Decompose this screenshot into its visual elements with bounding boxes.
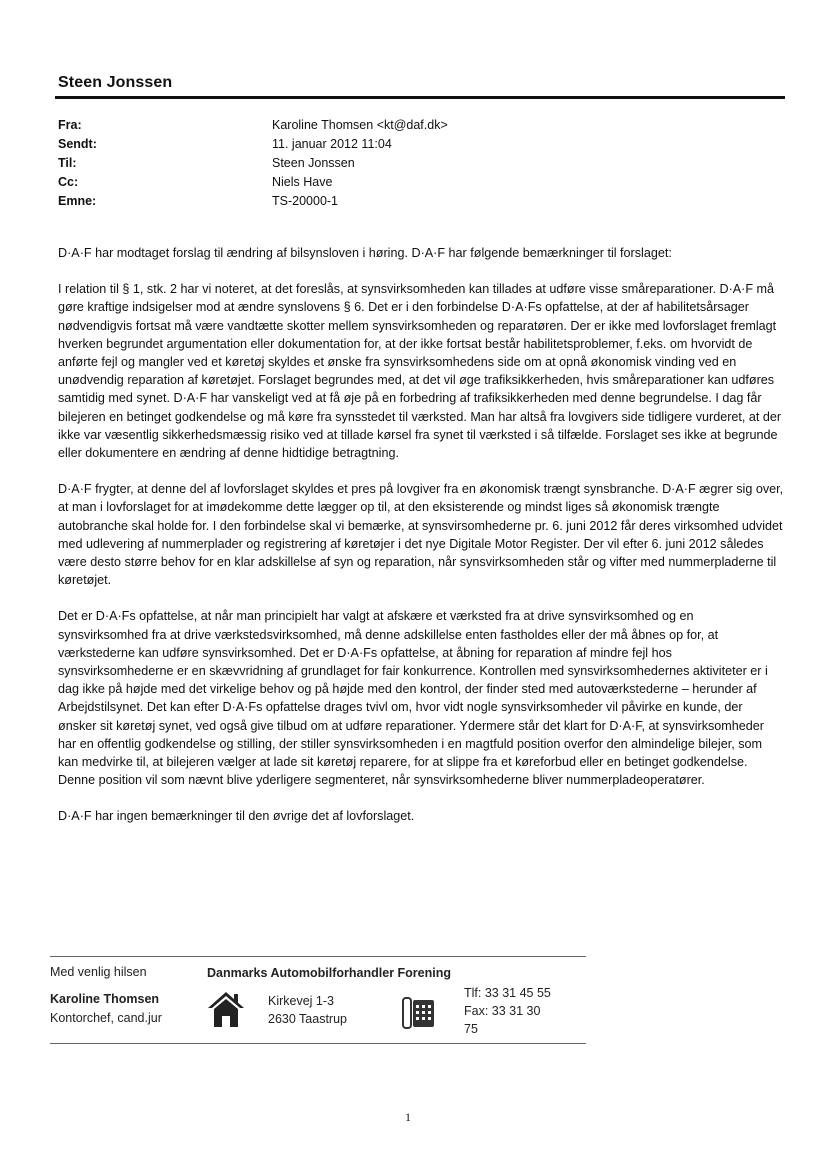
page-number: 1 xyxy=(405,1110,411,1124)
body-paragraph: Det er D·A·Fs opfattelse, at når man principielt har valgt at afskære et værksted fra at drive synsvirksomhed og en synsvirksomhed fra at drive værkstedsvirksomhed, må denne adskillelse enten fastholdes eller der må åbnes op for, at værkstederne kan udføre synsvirksomhed. Det er D·A·Fs opfattelse, at åbning for reparation af mindre fejl hos synsvirksomhederne er en skævvridning af grundlaget for fair konkurrence. Kontrollen med synsvirksomhedernes aktiviteter er i dag ikke på højde med det virkelige behov og på højde med den kontrol, der finder sted med autoværkstederne – herunder af Arbejdstilsynet. Det kan efter D·A·Fs opfattelse drages tvivl om, hvor vidt nogle synsvirksomheder vil påvirke en kunde, der ønsker sit køretøj synet, ved også give tilbud om at udføre reparationer. Ydermere står det klart for D·A·F, at synsvirksomheder har en offentlig godkendelse og stilling, der stiller synsvirksomheden i en magtfuld position overfor den almindelige bilejer, som kan medvirke til, at bilejeren vælger at lade sit køretøj reparere, for at slippe fra et køreforbud eller en betinget godkendelse. Denne position vil som nævnt blive yderligere segmenteret, når synsvirksomhederne bliver nummerpladeoperatører. xyxy=(58,609,768,788)
signature-divider-top xyxy=(50,956,586,957)
signature-title: Kontorchef, cand.jur xyxy=(50,1011,162,1025)
contact-numbers xyxy=(464,984,574,1038)
header-value-to: Steen Jonssen xyxy=(272,156,355,170)
address-line-2: 2630 Taastrup xyxy=(268,1012,347,1026)
header-value-sent: 11. januar 2012 11:04 xyxy=(272,137,392,151)
signature-divider-bottom xyxy=(50,1043,586,1044)
header-divider xyxy=(55,96,785,99)
header-label: Cc: xyxy=(58,175,79,189)
body-paragraph: D·A·F frygter, at denne del af lovforslaget skyldes et pres på lovgiver fra en økonomisk trængt synsbranche. D·A·F ægrer sig over, at man i lovforslaget for at imødekomme dette lægger op til, at den eksisterende og mindst liges så økonomisk trængte autobranche skal holde for. I den forbindelse skal vi bemærke, at synsvirsomhederne pr. 6. juni 2012 får deres virksomhed udvidet med udlevering af nummerplader og registrering af køretøjer i det nye Digitale Motor Register. Der vil efter 6. juni 2012 således være desto større behov for en klar adskillelse af syn og reparation, når synsvirksomheden står og vifter med nummerpladerne til køretøjet. xyxy=(58,482,784,588)
phone-icon xyxy=(402,996,436,1030)
body-paragraph: D·A·F har ingen bemærkninger til den øvrige det af lovforslaget. xyxy=(58,809,415,824)
header-row-to xyxy=(58,154,448,173)
header-label: Emne: xyxy=(58,194,97,208)
house-icon xyxy=(205,987,247,1029)
header-label: Til: xyxy=(58,156,77,170)
header-value-cc: Niels Have xyxy=(272,175,333,189)
email-body xyxy=(58,244,784,844)
address-line-1: Kirkevej 1-3 xyxy=(268,994,334,1008)
header-row-subject xyxy=(58,192,448,211)
header-row-sent xyxy=(58,135,448,154)
body-paragraph: D·A·F har modtaget forslag til ændring af bilsynsloven i høring. D·A·F har følgende bemærkninger til forslaget: xyxy=(58,246,672,260)
header-value-subject: TS-20000-1 xyxy=(272,194,339,208)
header-label: Sendt: xyxy=(58,137,97,151)
sender-heading: Steen Jonssen xyxy=(58,74,173,91)
signature-name: Karoline Thomsen xyxy=(50,992,160,1006)
fax-number: Fax: 33 31 30 xyxy=(464,1004,541,1018)
email-headers xyxy=(58,116,448,211)
phone-number: Tlf: 33 31 45 55 xyxy=(464,986,551,1000)
fax-number-continued: 75 xyxy=(464,1022,478,1036)
body-paragraph: I relation til § 1, stk. 2 har vi noteret, at det foreslås, at synsvirksomheden kan tillades at udføre visse småreparationer. D·A·F må gøre kraftige indsigelser mod at ændre synslovens § 6. Det er i den forbindelse D·A·Fs opfattelse, at der af habilitetsårsager nødvendigvis fortsat må være vandtætte skotter mellem synsvirksomheden og reparatøren. Der er ikke med lovforslaget fremlagt hverken begrundet argumentation eller dokumentation for, at der ikke fortsat består habilitetsproblemer, f.eks. om hvorvidt de anførte fejl og mangler ved et køretøj skyldes et ønske fra synsvirksomhedens side om at opnå økonomisk vinding ved en unødvendig reparation af køretøjet. Forslaget begrundes med, at det vil øge trafiksikkerheden, hvis småreparationer kan udføres samtidig med synet. D·A·F har vanskeligt ved at få øje på en forbedring af trafiksikkerheden med denne begrundelse. I dag får bilejeren en betinget godkendelse og må køre fra synsstedet til værksted. Man har altså fra lovgivers side tidligere vurderet, at der ikke var væsentlig sikkerhedsmæssig risiko ved at tillade kørsel fra synet til værksted i så tilfælde. Forslaget ses ikke at begrunde eller dokumentere en ændring af denne hidtidige betragtning. xyxy=(58,282,782,461)
header-row-from xyxy=(58,116,448,135)
header-value-from: Karoline Thomsen <kt@daf.dk> xyxy=(272,118,448,132)
organization-name: Danmarks Automobilforhandler Forening xyxy=(207,966,452,980)
signature-greeting: Med venlig hilsen xyxy=(50,965,147,979)
header-row-cc xyxy=(58,173,448,192)
header-label: Fra: xyxy=(58,118,82,132)
